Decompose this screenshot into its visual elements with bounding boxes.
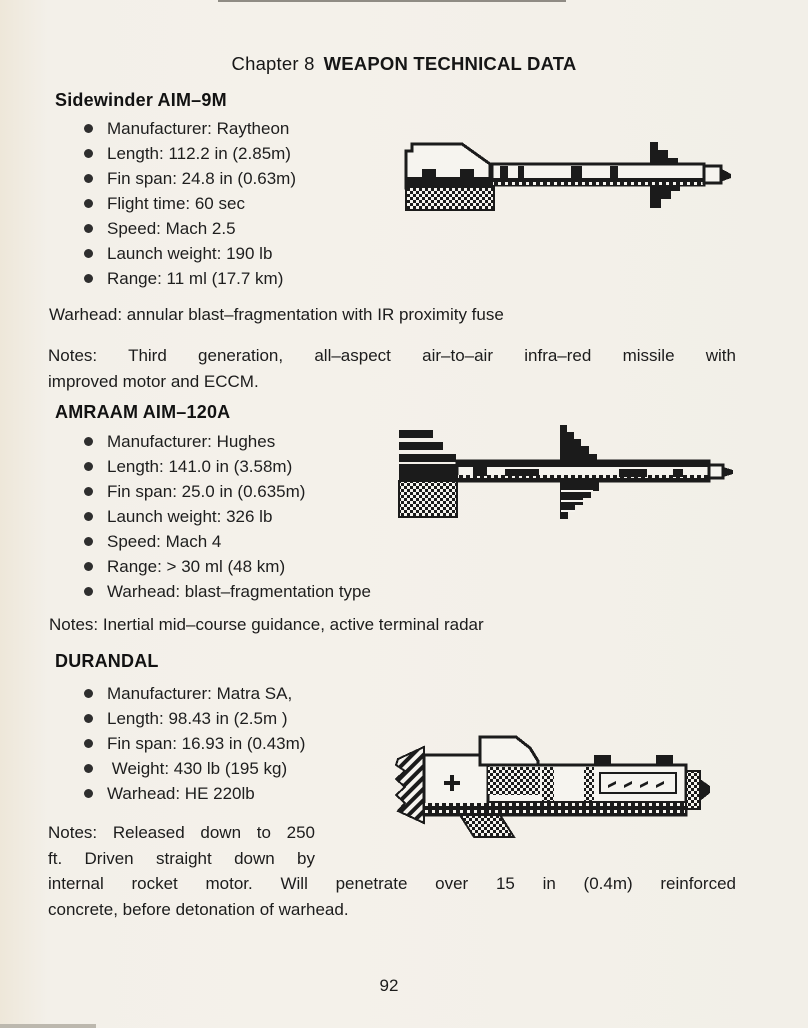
spec-item <box>84 479 371 504</box>
spec-text: Length: 141.0 in (3.58m) <box>107 456 293 476</box>
spec-text: Launch weight: 326 lb <box>107 506 273 526</box>
spec-item <box>84 756 305 781</box>
bullet-icon <box>84 739 93 748</box>
spec-item <box>84 454 371 479</box>
notes-line: improved motor and ECCM. <box>48 371 259 391</box>
spec-text: Weight: 430 lb (195 kg) <box>107 758 288 778</box>
bullet-icon <box>84 174 93 183</box>
bullet-icon <box>84 124 93 133</box>
bullet-icon <box>84 149 93 158</box>
spec-text: Range: 11 ml (17.7 km) <box>107 268 284 288</box>
spec-item <box>84 731 305 756</box>
sidewinder-warhead-line: Warhead: annular blast–fragmentation with IR proximity fuse <box>49 305 504 324</box>
sidewinder-notes <box>48 343 736 394</box>
spec-item <box>84 166 296 191</box>
spec-text: Fin span: 24.8 in (0.63m) <box>107 168 296 188</box>
bullet-icon <box>84 249 93 258</box>
spec-item <box>84 429 371 454</box>
spec-item <box>84 781 305 806</box>
spec-text: Fin span: 16.93 in (0.43m) <box>107 733 306 753</box>
spec-list-sidewinder <box>84 116 296 291</box>
spec-text: Warhead: HE 220lb <box>107 783 255 803</box>
amraam-notes: Notes: Inertial mid–course guidance, active terminal radar <box>49 615 484 634</box>
bullet-icon <box>84 199 93 208</box>
section-heading-amraam: AMRAAM AIM–120A <box>55 402 231 422</box>
spec-text: Flight time: 60 sec <box>107 193 245 213</box>
chapter-title: WEAPON TECHNICAL DATA <box>323 53 577 74</box>
spec-text: Length: 98.43 in (2.5m ) <box>107 708 288 728</box>
spec-text: Length: 112.2 in (2.85m) <box>107 143 291 163</box>
page-title <box>0 53 808 75</box>
bullet-icon <box>84 562 93 571</box>
spec-item <box>84 681 305 706</box>
notes-line: Notes: Third generation, all–aspect air–to–air infra–red missile with <box>48 346 736 365</box>
spec-item <box>84 579 371 604</box>
section-heading-durandal: DURANDAL <box>55 651 159 671</box>
durandal-notes <box>48 820 736 922</box>
spec-item <box>84 141 296 166</box>
spec-list-amraam <box>84 429 371 604</box>
bullet-icon <box>84 462 93 471</box>
spec-text: Range: > 30 ml (48 km) <box>107 556 286 576</box>
bullet-icon <box>84 789 93 798</box>
spec-text: Manufacturer: Raytheon <box>107 118 290 138</box>
spec-item <box>84 241 296 266</box>
bullet-icon <box>84 587 93 596</box>
bullet-icon <box>84 487 93 496</box>
spec-list-durandal <box>84 681 305 806</box>
bullet-icon <box>84 274 93 283</box>
page-number: 92 <box>379 976 399 995</box>
notes-line: Notes: Released down to 250 <box>48 823 315 842</box>
scan-edge-top <box>218 0 566 2</box>
spec-item <box>84 216 296 241</box>
spec-item <box>84 529 371 554</box>
spec-item <box>84 191 296 216</box>
bullet-icon <box>84 537 93 546</box>
bullet-icon <box>84 512 93 521</box>
sidewinder-missile-illustration <box>398 131 733 216</box>
spec-text: Fin span: 25.0 in (0.635m) <box>107 481 306 501</box>
spec-item <box>84 504 371 529</box>
spec-text: Speed: Mach 2.5 <box>107 218 236 238</box>
spec-item <box>84 554 371 579</box>
chapter-label: Chapter 8 <box>231 53 315 74</box>
spec-item <box>84 116 296 141</box>
spec-text: Manufacturer: Hughes <box>107 431 276 451</box>
bullet-icon <box>84 764 93 773</box>
scan-edge-bottom <box>0 1024 96 1028</box>
spec-text: Speed: Mach 4 <box>107 531 222 551</box>
bullet-icon <box>84 714 93 723</box>
spec-text: Manufacturer: Matra SA, <box>107 683 293 703</box>
notes-line: concrete, before detonation of warhead. <box>48 899 349 919</box>
section-heading-sidewinder: Sidewinder AIM–9M <box>55 90 227 110</box>
spec-item <box>84 706 305 731</box>
notes-line: ft. Driven straight down by <box>48 848 315 868</box>
bullet-icon <box>84 437 93 446</box>
amraam-missile-illustration <box>377 417 735 529</box>
notes-line: internal rocket motor. Will penetrate over 15 in (0.4m) reinforced <box>48 874 736 893</box>
spec-item <box>84 266 296 291</box>
spec-text: Launch weight: 190 lb <box>107 243 273 263</box>
spec-text: Warhead: blast–fragmentation type <box>107 581 371 601</box>
bullet-icon <box>84 224 93 233</box>
bullet-icon <box>84 689 93 698</box>
